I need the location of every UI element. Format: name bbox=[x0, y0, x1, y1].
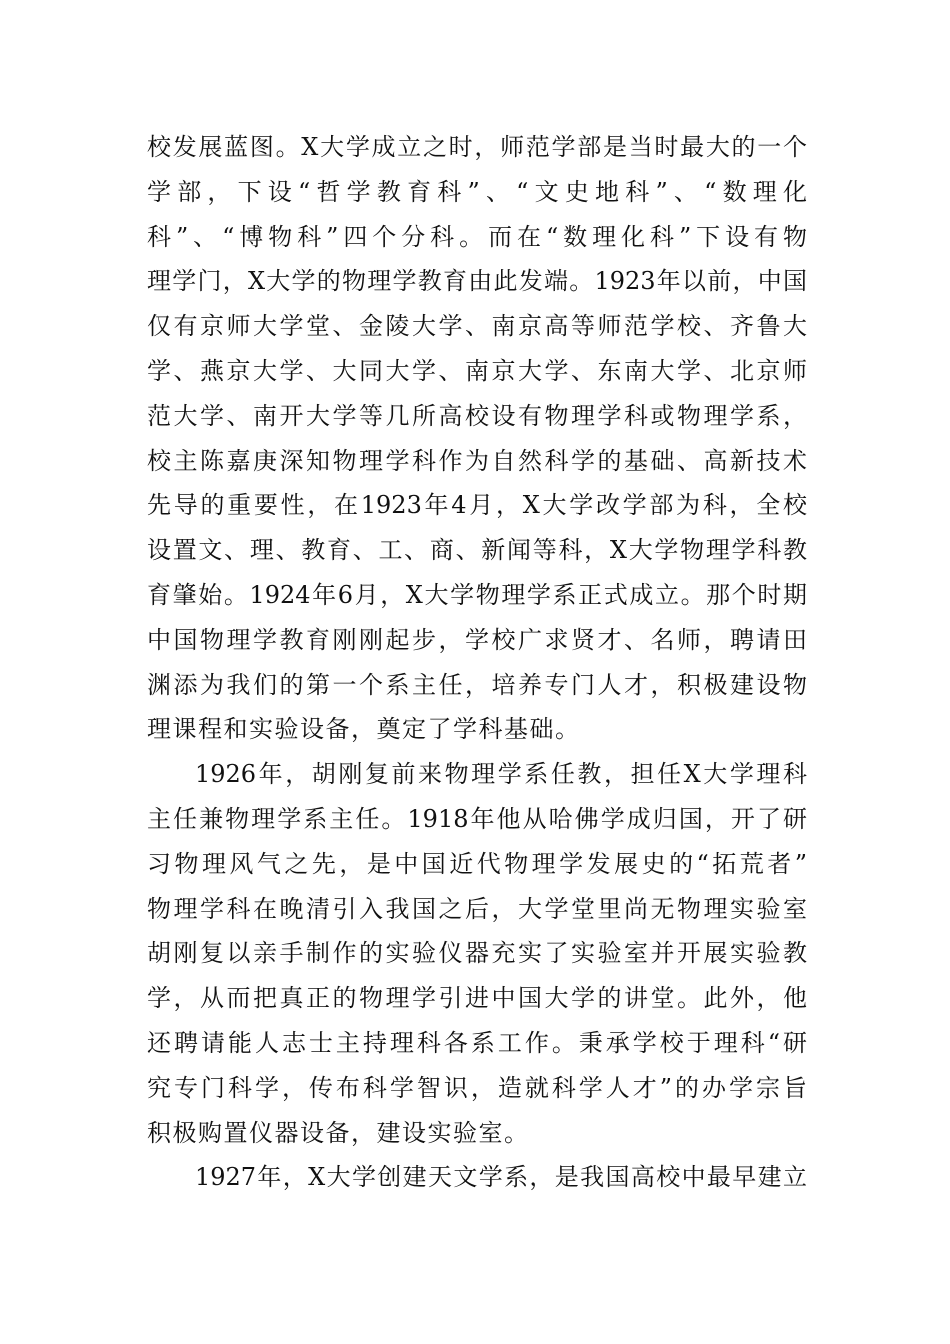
text-line: 习物理风气之先，是中国近代物理学发展史的“拓荒者” bbox=[147, 849, 807, 878]
paragraph-first-line: 1927年，X大学创建天文学系，是我国高校中最早建立 bbox=[195, 1163, 807, 1192]
text-line: 还聘请能人志士主持理科各系工作。秉承学校于理科“研 bbox=[147, 1028, 807, 1057]
text-line: 中国物理学教育刚刚起步，学校广求贤才、名师，聘请田 bbox=[147, 625, 807, 654]
text-line: 渊添为我们的第一个系主任，培养专门人才，积极建设物 bbox=[147, 670, 807, 699]
text-line: 先导的重要性，在1923年4月，X大学改学部为科，全校 bbox=[147, 491, 807, 520]
text-line: 学、燕京大学、大同大学、南京大学、东南大学、北京师 bbox=[147, 356, 807, 385]
text-line: 校发展蓝图。X大学成立之时，师范学部是当时最大的一个 bbox=[147, 133, 807, 161]
text-line: 究专门科学，传布科学智识，造就科学人才”的办学宗旨 bbox=[147, 1073, 807, 1102]
text-line: 积极购置仪器设备，建设实验室。 bbox=[147, 1118, 530, 1147]
text-line: 育肇始。1924年6月，X大学物理学系正式成立。那个时期 bbox=[147, 580, 807, 609]
text-line: 仅有京师大学堂、金陵大学、南京高等师范学校、齐鲁大 bbox=[147, 312, 807, 341]
paragraph-first-line: 1926年，胡刚复前来物理学系任教，担任X大学理科 bbox=[195, 760, 807, 789]
body-text bbox=[147, 125, 807, 1200]
text-line: 学，从而把真正的物理学引进中国大学的讲堂。此外，他 bbox=[147, 984, 807, 1013]
text-line: 科”、“博物科”四个分科。而在“数理化科”下设有物 bbox=[147, 222, 807, 251]
text-line: 胡刚复以亲手制作的实验仪器充实了实验室并开展实验教 bbox=[147, 939, 807, 968]
text-line: 理学门，X大学的物理学教育由此发端。1923年以前，中国 bbox=[147, 267, 807, 296]
text-line: 校主陈嘉庚深知物理学科作为自然科学的基础、高新技术 bbox=[147, 446, 807, 475]
text-line: 学部，下设“哲学教育科”、“文史地科”、“数理化 bbox=[147, 177, 807, 206]
text-line: 主任兼物理学系主任。1918年他从哈佛学成归国，开了研 bbox=[147, 804, 807, 833]
text-line: 物理学科在晚清引入我国之后，大学堂里尚无物理实验室 bbox=[147, 894, 807, 923]
text-line: 理课程和实验设备，奠定了学科基础。 bbox=[147, 715, 581, 744]
text-line: 范大学、南开大学等几所高校设有物理学科或物理学系， bbox=[147, 401, 807, 430]
text-line: 设置文、理、教育、工、商、新闻等科，X大学物理学科教 bbox=[147, 536, 807, 565]
